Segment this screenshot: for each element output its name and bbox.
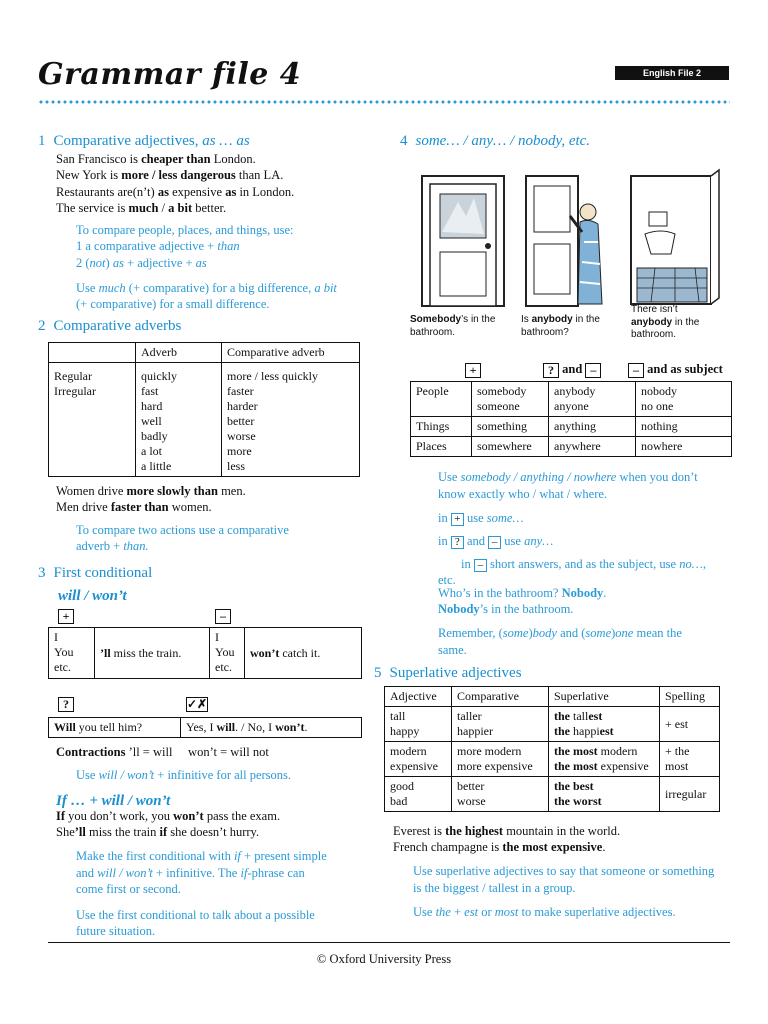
example-line: New York is more / less dangerous than LA. bbox=[56, 167, 284, 182]
subject-item: etc. bbox=[54, 660, 71, 674]
comparative-cell bbox=[452, 707, 549, 742]
table-cell bbox=[549, 417, 636, 437]
section-3-note-1: Use will / won’t + infinitive for all persons. bbox=[76, 768, 292, 782]
note-line: Use the + est or most to make superlative adjectives. bbox=[413, 905, 676, 919]
subheading-will-wont: will / won’t bbox=[58, 588, 127, 604]
comparative-cell bbox=[452, 777, 549, 812]
example-line: Who’s in the bathroom? Nobody. bbox=[438, 586, 607, 600]
minus-mini-box: – bbox=[488, 536, 501, 549]
conditional-table-wrap bbox=[48, 627, 362, 679]
minus-mini-box: – bbox=[474, 559, 487, 572]
section-4-note-any: in ? and – use any… bbox=[438, 534, 554, 548]
example-line: San Francisco is cheaper than London. bbox=[56, 152, 256, 166]
cell-word: the worst bbox=[554, 794, 602, 808]
table-header-row bbox=[49, 343, 360, 363]
cell-word: bad bbox=[390, 794, 408, 808]
cell-word: tall bbox=[390, 709, 406, 723]
table-row bbox=[385, 777, 720, 812]
section-4-note-some: in + use some… bbox=[438, 511, 524, 525]
conditional-table bbox=[48, 627, 362, 679]
section-number: 1 bbox=[38, 133, 46, 149]
table-cell bbox=[472, 417, 549, 437]
cell-word: somewhere bbox=[477, 439, 532, 453]
adverb-item: hard bbox=[141, 399, 163, 413]
comparative-column bbox=[222, 363, 360, 477]
cell-word: the most modern bbox=[554, 744, 638, 758]
section-4-heading bbox=[400, 132, 590, 151]
subheading-if-will: If … + will / won’t bbox=[56, 793, 171, 809]
table-row bbox=[411, 417, 732, 437]
note-line: and will / won’t + infinitive. The if-phrase can bbox=[76, 865, 305, 880]
section-number: 4 bbox=[400, 133, 408, 149]
superlative-table-wrap bbox=[384, 686, 720, 812]
man-knocking-illustration bbox=[520, 172, 610, 308]
column-header: Comparative bbox=[452, 687, 549, 707]
note-line: 1 a comparative adjective + than bbox=[76, 239, 240, 254]
note-line: 2 (not) as + adjective + as bbox=[76, 255, 207, 270]
header-comparative-adverb: Comparative adverb bbox=[222, 343, 360, 363]
column-header: Superlative bbox=[549, 687, 660, 707]
note-line: same. bbox=[438, 642, 467, 657]
cell-word: nothing bbox=[641, 419, 678, 433]
table-row bbox=[411, 382, 732, 417]
table-row bbox=[49, 363, 360, 477]
adjective-cell bbox=[385, 742, 452, 777]
example-line: If you don’t work, you won’t pass the exam. bbox=[56, 809, 281, 823]
contractions-line: Contractions ’ll = will won’t = will not bbox=[56, 745, 269, 759]
question-cell: Will you tell him? bbox=[49, 718, 181, 738]
section-4-examples bbox=[438, 586, 606, 617]
section-1-heading bbox=[38, 132, 250, 151]
section-3-examples bbox=[56, 809, 280, 840]
note-line: To compare people, places, and things, use: bbox=[76, 223, 294, 237]
subject-item: You bbox=[215, 645, 235, 659]
table-cell bbox=[636, 417, 732, 437]
section-title: Comparative adverbs bbox=[53, 318, 182, 334]
table-cell bbox=[636, 382, 732, 417]
section-2-heading bbox=[38, 317, 181, 336]
comparative-adverb-item: faster bbox=[227, 384, 254, 398]
example-line: Restaurants are(n’t) as expensive as in London. bbox=[56, 185, 295, 200]
cell-word: worse bbox=[457, 794, 486, 808]
cell-word: the tallest bbox=[554, 709, 603, 723]
example-line: French champagne is the most expensive. bbox=[393, 839, 606, 854]
superlative-cell bbox=[549, 742, 660, 777]
cell-word: happier bbox=[457, 724, 493, 738]
adjective-cell bbox=[385, 777, 452, 812]
tick-cross-box: ✓✗ bbox=[187, 696, 208, 711]
adverb-column bbox=[136, 363, 222, 477]
cell-word: no one bbox=[641, 399, 674, 413]
header-adverb: Adverb bbox=[136, 343, 222, 363]
cell-word: someone bbox=[477, 399, 520, 413]
superlative-cell bbox=[549, 707, 660, 742]
cell-word: more expensive bbox=[457, 759, 533, 773]
note-line: Use superlative adjectives to say that someone or something bbox=[413, 864, 715, 878]
section-number: 5 bbox=[374, 665, 382, 681]
section-4-note-1 bbox=[438, 469, 698, 502]
spelling-cell: + est bbox=[660, 707, 720, 742]
footer-divider bbox=[48, 942, 730, 943]
cell-word: nowhere bbox=[641, 439, 683, 453]
door-closed-illustration bbox=[418, 172, 508, 308]
cell-word: nobody bbox=[641, 384, 677, 398]
table-row bbox=[385, 742, 720, 777]
section-3-notes bbox=[76, 848, 327, 940]
example-line: She’ll miss the train if she doesn’t hurry. bbox=[56, 824, 260, 839]
section-title: some… / any… / nobody, etc. bbox=[415, 133, 591, 149]
question-table-wrap bbox=[48, 717, 362, 738]
cell-word: something bbox=[477, 419, 527, 433]
adjective-cell bbox=[385, 707, 452, 742]
page-title: Grammar file 4 bbox=[38, 57, 302, 92]
note-line: (+ comparative) for a small difference. bbox=[76, 297, 270, 311]
cell-word: the most expensive bbox=[554, 759, 649, 773]
answer-cell: Yes, I will. / No, I won’t. bbox=[181, 718, 362, 738]
column-header-plus: + bbox=[465, 362, 481, 378]
section-title-italic: as … as bbox=[202, 133, 250, 149]
note-line: know exactly who / what / where. bbox=[438, 486, 608, 501]
cell-word: taller bbox=[457, 709, 482, 723]
superlative-cell bbox=[549, 777, 660, 812]
section-4-etc: etc. bbox=[438, 573, 456, 587]
dotted-divider bbox=[38, 100, 730, 104]
note-line: is the biggest / tallest in a group. bbox=[413, 880, 576, 895]
open-bathroom-illustration bbox=[625, 168, 721, 308]
section-title: Superlative adjectives bbox=[389, 665, 522, 681]
section-4-note-no: in – short answers, and as the subject, use no…, bbox=[461, 557, 706, 571]
subject-item: I bbox=[215, 630, 219, 644]
example-line: Women drive more slowly than men. bbox=[56, 484, 246, 498]
caption-somebody: Somebody’s in the bathroom. bbox=[410, 314, 496, 338]
row-label: Places bbox=[411, 437, 472, 457]
section-1-notes bbox=[76, 222, 337, 312]
example-line: Nobody’s in the bathroom. bbox=[438, 601, 574, 616]
adverb-item: badly bbox=[141, 429, 168, 443]
subject-item: You bbox=[54, 645, 74, 659]
table-cell bbox=[549, 382, 636, 417]
adverb-item: a little bbox=[141, 459, 172, 473]
adverb-item: well bbox=[141, 414, 162, 428]
row-label-irregular: Irregular bbox=[54, 384, 96, 398]
table-row bbox=[411, 437, 732, 457]
comparative-adverb-item: less bbox=[227, 459, 245, 473]
note-line: Remember, (some)body and (some)one mean the bbox=[438, 626, 682, 640]
section-number: 3 bbox=[38, 565, 46, 581]
example-line: Everest is the highest mountain in the world. bbox=[393, 824, 621, 838]
table-cell bbox=[472, 437, 549, 457]
example-line: The service is much / a bit better. bbox=[56, 200, 227, 215]
section-2-examples bbox=[56, 484, 246, 515]
column-header-question-minus: ? and – bbox=[543, 362, 601, 378]
cell-word: happy bbox=[390, 724, 420, 738]
cell-word: somebody bbox=[477, 384, 527, 398]
note-line: To compare two actions use a comparative bbox=[76, 523, 289, 537]
copyright: © Oxford University Press bbox=[316, 952, 452, 966]
comparative-adverb-item: better bbox=[227, 414, 255, 428]
some-any-table bbox=[410, 381, 732, 457]
adverb-item: fast bbox=[141, 384, 159, 398]
cell-word: more modern bbox=[457, 744, 522, 758]
subject-item: I bbox=[54, 630, 58, 644]
cell-word: anywhere bbox=[554, 439, 601, 453]
column-header: Spelling bbox=[660, 687, 720, 707]
section-5-examples bbox=[393, 824, 620, 855]
subject-item: etc. bbox=[215, 660, 232, 674]
cell-word: good bbox=[390, 779, 414, 793]
caption-there-isnt: There isn’t anybody in the bathroom. bbox=[631, 304, 700, 340]
note-line: Use much (+ comparative) for a big difference, a bit bbox=[76, 280, 337, 295]
comparative-adverb-item: more bbox=[227, 444, 252, 458]
section-number: 2 bbox=[38, 318, 46, 334]
table-cell bbox=[472, 382, 549, 417]
cell-word: expensive bbox=[390, 759, 438, 773]
example-line: Men drive faster than women. bbox=[56, 499, 212, 514]
note-line: Use the first conditional to talk about a possible bbox=[76, 907, 315, 922]
course-badge: English File 2 bbox=[615, 66, 729, 80]
comparative-cell bbox=[452, 742, 549, 777]
spelling-cell: + the most bbox=[660, 742, 720, 777]
note-line: adverb + than. bbox=[76, 539, 149, 554]
section-title: First conditional bbox=[53, 565, 153, 581]
table-header-row bbox=[385, 687, 720, 707]
subject-cell bbox=[49, 628, 95, 679]
note-line: Make the first conditional with if + present simple bbox=[76, 849, 327, 863]
adverb-item: quickly bbox=[141, 369, 177, 383]
question-box: ? bbox=[58, 696, 74, 712]
cell-word: better bbox=[457, 779, 485, 793]
cell-word: modern bbox=[390, 744, 427, 758]
note-line: Use somebody / anything / nowhere when you don’t bbox=[438, 470, 698, 484]
spelling-cell: irregular bbox=[660, 777, 720, 812]
comparative-adverb-item: worse bbox=[227, 429, 256, 443]
table-cell bbox=[636, 437, 732, 457]
plus-box: + bbox=[58, 608, 74, 624]
minus-box: – bbox=[215, 608, 231, 624]
row-label: Things bbox=[411, 417, 472, 437]
caption-anybody: Is anybody in the bathroom? bbox=[521, 314, 600, 338]
row-label-regular: Regular bbox=[54, 369, 92, 383]
negative-cell: won’t catch it. bbox=[245, 628, 362, 679]
section-2-notes bbox=[76, 522, 289, 555]
table-row bbox=[49, 628, 362, 679]
comparative-adverb-item: harder bbox=[227, 399, 258, 413]
adverb-item: a lot bbox=[141, 444, 162, 458]
note-line: future situation. bbox=[76, 924, 156, 938]
column-header: Adjective bbox=[385, 687, 452, 707]
question-mini-box: ? bbox=[451, 536, 464, 549]
cell-word: the happiest bbox=[554, 724, 614, 738]
cell-word: anybody bbox=[554, 384, 596, 398]
section-1-examples bbox=[56, 152, 294, 217]
section-3-heading bbox=[38, 564, 152, 583]
row-label: People bbox=[411, 382, 472, 417]
note-line: come first or second. bbox=[76, 882, 181, 896]
cell-word: the best bbox=[554, 779, 594, 793]
some-any-table-wrap bbox=[410, 381, 732, 457]
column-header-minus-subject: – and as subject bbox=[628, 362, 723, 378]
table-row bbox=[49, 718, 362, 738]
section-title: Comparative adjectives, bbox=[53, 133, 203, 149]
subject-cell bbox=[210, 628, 245, 679]
table-cell bbox=[549, 437, 636, 457]
plus-mini-box: + bbox=[451, 513, 464, 526]
question-table bbox=[48, 717, 362, 738]
section-4-remember bbox=[438, 625, 682, 658]
positive-cell: ’ll miss the train. bbox=[95, 628, 210, 679]
adverb-table-wrap bbox=[48, 342, 360, 477]
cell-word: anything bbox=[554, 419, 596, 433]
section-5-notes bbox=[413, 863, 714, 921]
cell-word: anyone bbox=[554, 399, 589, 413]
comparative-adverb-item: more / less quickly bbox=[227, 369, 318, 383]
table-row bbox=[385, 707, 720, 742]
adverb-table bbox=[48, 342, 360, 477]
superlative-table bbox=[384, 686, 720, 812]
section-5-heading bbox=[374, 664, 522, 683]
